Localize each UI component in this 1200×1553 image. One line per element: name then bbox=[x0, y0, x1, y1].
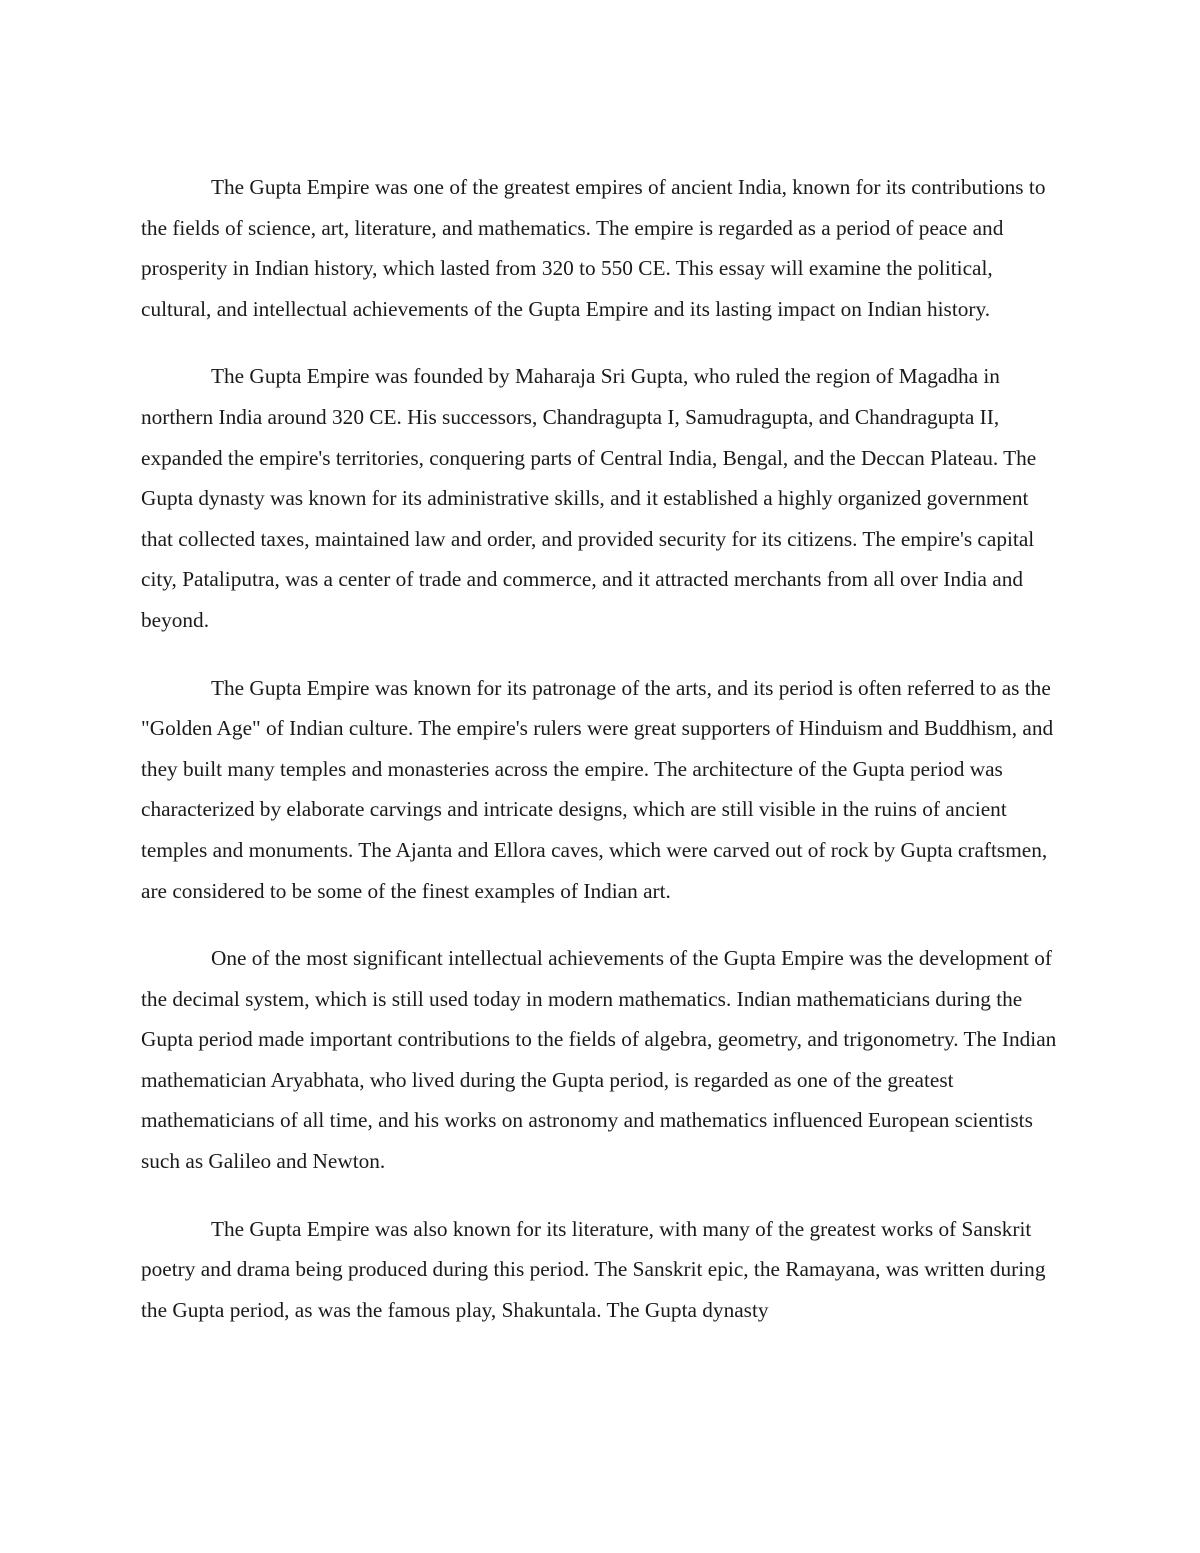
paragraph-introduction: The Gupta Empire was one of the greatest empires of ancient India, known for its contributions to the fields of science, art, literature, and mathematics. The empire is regarded as a period of peace and prosperity in Indian history, which lasted from 320 to 550 CE. This essay will examine the political, cultural, and intellectual achievements of the Gupta Empire and its lasting impact on Indian history. bbox=[141, 175, 1046, 321]
paragraph-literature: The Gupta Empire was also known for its literature, with many of the greatest works of Sanskrit poetry and drama being produced during this period. The Sanskrit epic, the Ramayana, was written during the Gupta period, as was the famous play, Shakuntala. The Gupta dynasty bbox=[141, 1216, 1046, 1322]
essay-body bbox=[141, 167, 1063, 1330]
paragraph-mathematics: One of the most significant intellectual achievements of the Gupta Empire was the development of the decimal system, which is still used today in modern mathematics. Indian mathematicians during the Gupta period made important contributions to the fields of algebra, geometry, and trigonometry. The Indian mathematician Aryabhata, who lived during the Gupta period, is regarded as one of the greatest mathematicians of all time, and his works on astronomy and mathematics influenced European scientists such as Galileo and Newton. bbox=[141, 946, 1057, 1174]
paragraph-arts: The Gupta Empire was known for its patronage of the arts, and its period is often referred to as the "Golden Age" of Indian culture. The empire's rulers were great supporters of Hinduism and Buddhism, and they built many temples and monasteries across the empire. The architecture of the Gupta period was characterized by elaborate carvings and intricate designs, which are still visible in the ruins of ancient temples and monuments. The Ajanta and Ellora caves, which were carved out of rock by Gupta craftsmen, are considered to be some of the finest examples of Indian art. bbox=[141, 675, 1054, 903]
paragraph-founding: The Gupta Empire was founded by Maharaja Sri Gupta, who ruled the region of Magadha in northern India around 320 CE. His successors, Chandragupta I, Samudragupta, and Chandragupta II, expanded the empire's territories, conquering parts of Central India, Bengal, and the Deccan Plateau. The Gupta dynasty was known for its administrative skills, and it established a highly organized government that collected taxes, maintained law and order, and provided security for its citizens. The empire's capital city, Pataliputra, was a center of trade and commerce, and it attracted merchants from all over India and beyond. bbox=[141, 364, 1037, 632]
